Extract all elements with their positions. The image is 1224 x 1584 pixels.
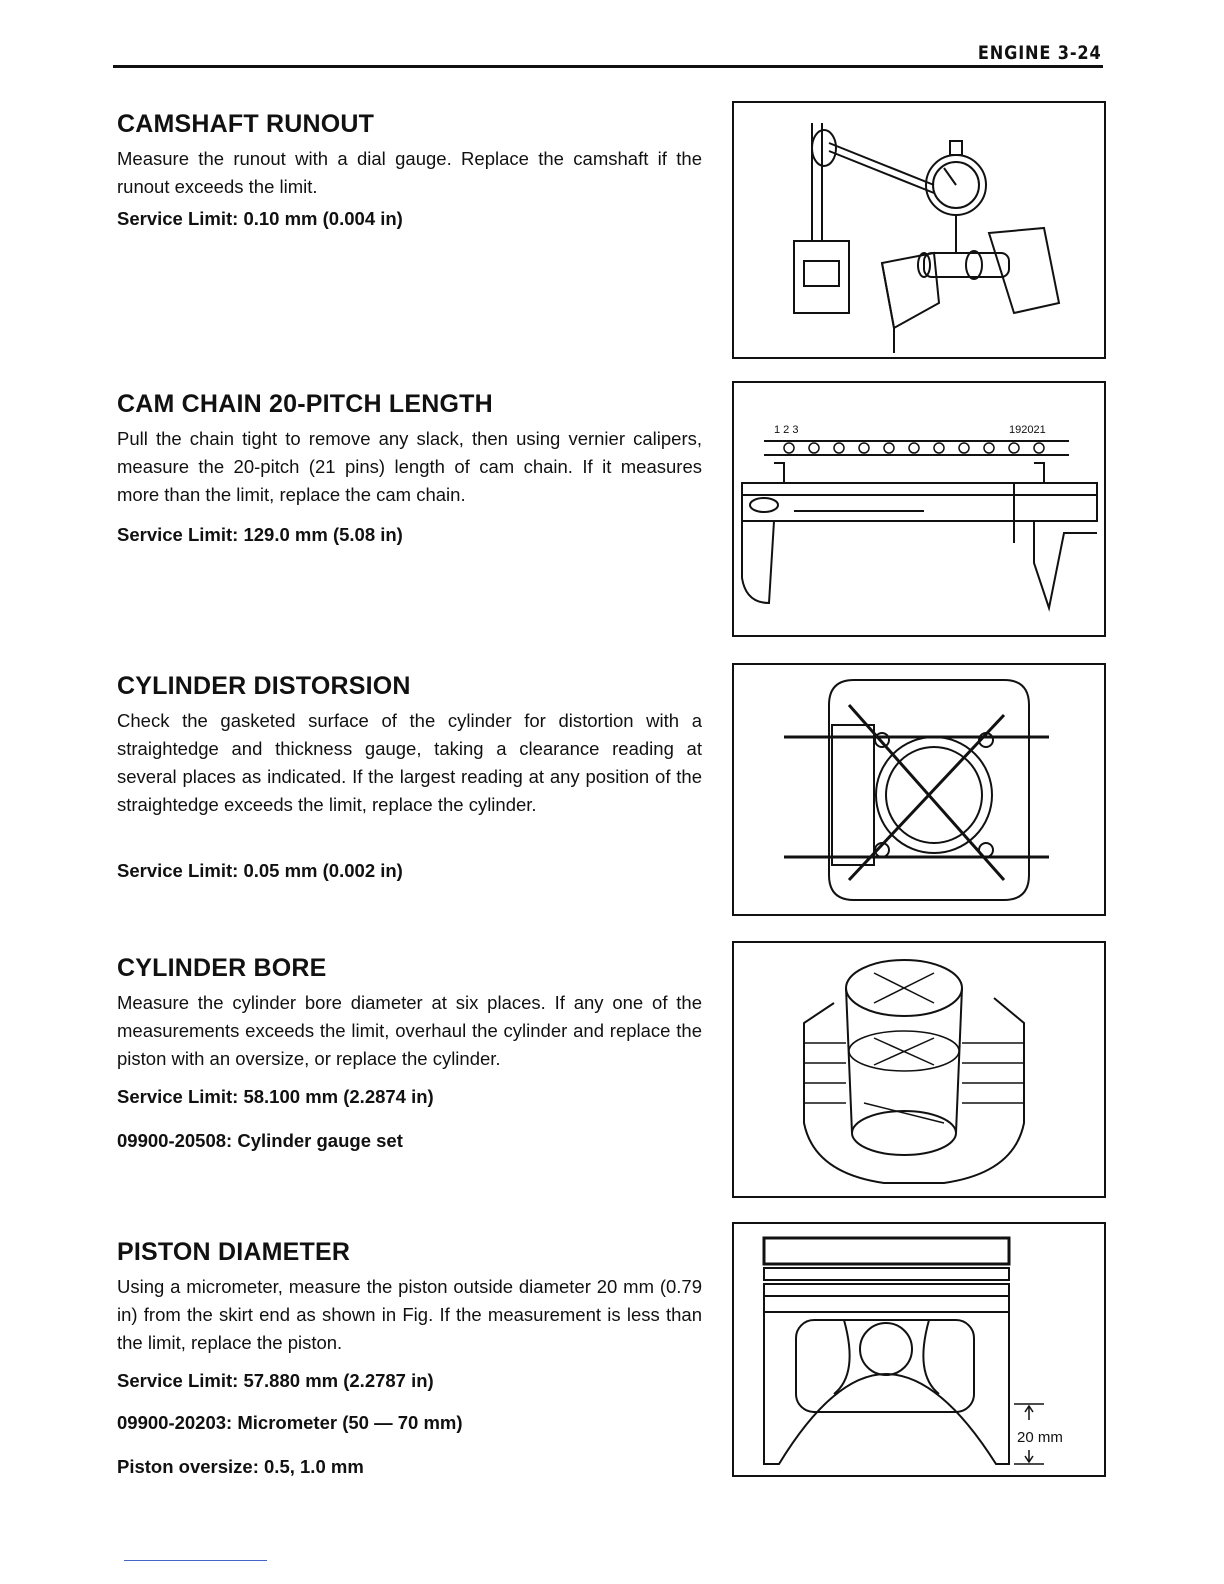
footer-line <box>124 1560 267 1561</box>
tool-number: 09900-20203: Micrometer (50 — 70 mm) <box>117 1412 463 1433</box>
section-body: Check the gasketed surface of the cylinder for distortion with a straightedge and thickness gauge, taking a clearance reading at several places as indicated. If the largest reading at any position of the straightedge exceeds the limit, replace the cylinder. <box>117 710 702 815</box>
header-rule <box>113 65 1103 68</box>
service-limit: Service Limit: 57.880 mm (2.2787 in) <box>117 1370 434 1391</box>
section-body: Measure the runout with a dial gauge. Replace the camshaft if the runout exceeds the limit. <box>117 148 702 197</box>
section-body: Pull the chain tight to remove any slack, then using vernier calipers, measure the 20-pitch (21 pins) length of cam chain. If it measures more than the limit, replace the cam chain. <box>117 428 702 505</box>
section-title: CYLINDER BORE <box>117 954 327 982</box>
tool-number: 09900-20508: Cylinder gauge set <box>117 1130 403 1151</box>
figure-cylinder-distortion <box>732 663 1106 916</box>
section-title: CYLINDER DISTORSION <box>117 672 411 700</box>
section-piston-diameter <box>117 1238 702 1357</box>
dimension-label: 20 mm <box>1017 1429 1063 1446</box>
section-title: CAMSHAFT RUNOUT <box>117 110 375 138</box>
service-limit: Service Limit: 0.05 mm (0.002 in) <box>117 860 403 881</box>
section-title: PISTON DIAMETER <box>117 1238 351 1266</box>
service-limit: Service Limit: 0.10 mm (0.004 in) <box>117 208 403 229</box>
section-cylinder-distorsion <box>117 672 702 819</box>
section-cylinder-bore <box>117 954 702 1073</box>
section-title: CAM CHAIN 20-PITCH LENGTH <box>117 390 493 418</box>
figure-chain-caliper <box>732 381 1106 637</box>
section-body: Using a micrometer, measure the piston outside diameter 20 mm (0.79 in) from the skirt end as shown in Fig. If the measurement is less than the limit, replace the piston. <box>117 1276 702 1353</box>
chain-right-numbers: 192021 <box>1009 424 1046 436</box>
section-camshaft-runout <box>117 110 702 201</box>
piston-oversize: Piston oversize: 0.5, 1.0 mm <box>117 1456 364 1477</box>
service-limit: Service Limit: 58.100 mm (2.2874 in) <box>117 1086 434 1107</box>
section-cam-chain <box>117 390 702 509</box>
figure-piston-diameter <box>732 1222 1106 1477</box>
section-body: Measure the cylinder bore diameter at six places. If any one of the measurements exceeds the limit, overhaul the cylinder and replace the piston with an oversize, or replace the cylinder. <box>117 992 702 1069</box>
figure-camshaft-dial-gauge <box>732 101 1106 359</box>
page-header: ENGINE 3-24 <box>978 42 1102 64</box>
figure-cylinder-bore <box>732 941 1106 1198</box>
service-limit: Service Limit: 129.0 mm (5.08 in) <box>117 524 403 545</box>
chain-left-numbers: 1 2 3 <box>774 424 799 436</box>
